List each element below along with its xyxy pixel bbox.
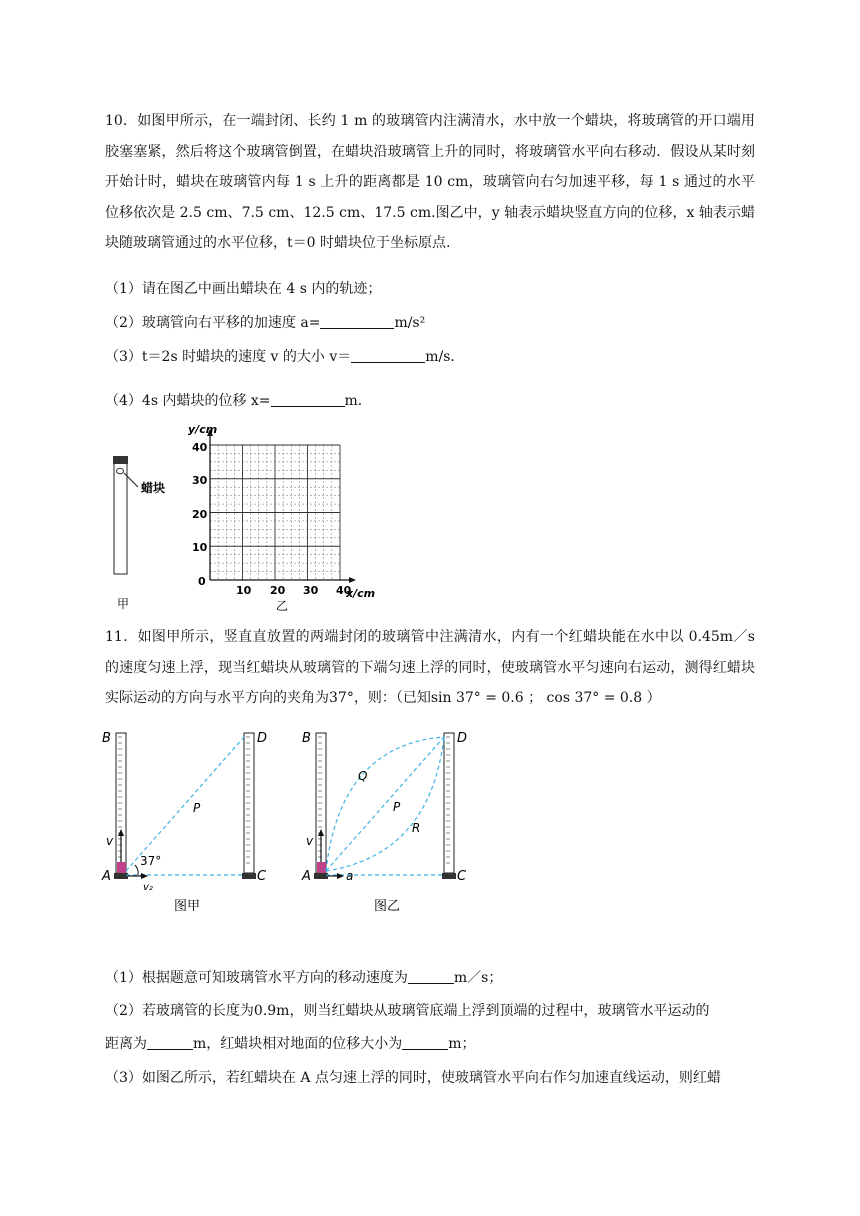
q11-sub2-unit: m； [448,1036,476,1052]
path-Q [326,737,444,871]
path-P [126,737,244,871]
y-tick-30: 30 [192,474,208,487]
velocity-v2-arrowhead [141,873,148,879]
x-tick-30: 30 [303,584,319,597]
red-wax-block [317,862,326,873]
q10-sub2-unit: m/s² [394,315,426,331]
q11-sub1-answer-blank[interactable] [408,968,454,984]
q11-sub2-distance-blank[interactable] [147,1034,193,1050]
label-a: a [346,869,354,883]
label-Q: Q [358,769,368,783]
q10-sub4-answer-blank[interactable] [271,391,345,407]
tube-base-right [442,873,456,879]
q11-sub2-displacement-blank[interactable] [402,1034,448,1050]
label-A: A [102,869,111,884]
fig-yi-caption: 乙 [276,599,289,613]
rubber-stopper [113,456,128,464]
label-C: C [457,869,467,884]
y-tick-0: 0 [198,575,206,588]
y-axis-label: y/cm [188,423,218,436]
tube-scale-marks [118,737,250,863]
coordinate-grid [207,429,356,583]
path-R [326,737,444,871]
fig11-yi-caption: 图乙 [374,899,401,914]
x-axis-label: x/cm [346,587,376,600]
q10-sub4-unit: m． [344,393,372,409]
q11-sub1 [105,968,502,988]
q10-sub2-answer-blank[interactable] [320,313,394,329]
fig11-jia-caption: 图甲 [174,899,201,914]
label-B: B [302,731,311,746]
q10-sub1: （1）请在图乙中画出蜡块在 4 s 内的轨迹； [105,281,382,297]
q10-sub4 [105,391,372,411]
tube-base-left [314,873,328,879]
label-A: A [302,869,311,884]
wax-block [117,468,124,474]
q11-figure-yi [300,725,480,915]
q11-figure-jia [100,725,280,915]
y-tick-10: 10 [192,541,208,554]
q10-sub3 [105,347,464,367]
q11-sub1-prompt: （1）根据题意可知玻璃管水平方向的移动速度为 [105,970,408,986]
label-v: v [306,834,314,848]
q11-stem: 11．如图甲所示，竖直直放置的两端封闭的玻璃管中注满清水，内有一个红蜡块能在水中以 0.45m／s 的速度匀速上浮，现当红蜡块从玻璃管的下端匀速上浮的同时，使玻璃管水平匀速向右运动，测得红蜡块实际运动的方向与水平方向的夹角为37°，则：（已知sin 37° = 0.6 ； cos 37° = 0.8 ） [105,629,755,706]
x-axis-arrowhead [349,577,356,583]
red-wax-block [117,862,126,873]
label-P: P [393,800,401,814]
q11-sub2-line2 [105,1034,476,1054]
label-C: C [257,869,267,884]
label-P: P [193,801,201,815]
x-tick-40: 40 [336,584,352,597]
tube-base-left [114,873,128,879]
q10-sub2 [105,313,425,333]
wax-block-label: 蜡块 [141,481,166,495]
q10-stem: 10．如图甲所示，在一端封闭、长约 1 m 的玻璃管内注满清水，水中放一个蜡块，将玻璃管的开口端用胶塞塞紧，然后将这个玻璃管倒置，在蜡块沿玻璃管上升的同时，将玻璃管水平向右移动．假设从某时刻开始计时，蜡块在玻璃管内每 1 s 上升的距离都是 10 cm，玻璃管向右匀加速平移，每 1 s 通过的水平位移依次是 2.5 cm、7.5 cm、12.5 cm、17.5 cm.图乙中，y 轴表示蜡块竖直方向的位移，x 轴表示蜡块随玻璃管通过的水平位移，t＝0 时蜡块位于坐标原点. [105,113,755,251]
acceleration-a-arrowhead [337,873,344,879]
label-v2: v₂ [143,882,153,893]
fig-jia-caption: 甲 [117,597,130,611]
q11-sub1-unit: m／s； [453,970,503,986]
label-D: D [457,731,468,746]
q10-figure-yi [180,420,400,615]
angle-arc [135,865,138,875]
q11-sub2-prompt: 距离为 [105,1036,147,1052]
q11-sub3: （3）如图乙所示，若红蜡块在 A 点匀速上浮的同时，使玻璃管水平向右作匀加速直线运动，则红蜡 [105,1070,721,1086]
x-tick-20: 20 [270,584,286,597]
q10-sub2-prompt: （2）玻璃管向右平移的加速度 a= [105,315,321,331]
q10-figure-jia [100,425,190,615]
glass-tube [114,458,127,574]
path-P [326,737,444,871]
label-B: B [102,731,111,746]
label-v: v [106,834,114,848]
y-tick-20: 20 [192,508,208,521]
q10-sub3-answer-blank[interactable] [351,347,425,363]
q10-sub3-prompt: （3）t＝2s 时蜡块的速度 v 的大小 v＝ [105,349,352,365]
y-tick-40: 40 [192,441,208,454]
x-tick-10: 10 [236,584,252,597]
tube-base-right [242,873,256,879]
q11-sub2-mid: m，红蜡块相对地面的位移大小为 [193,1036,403,1052]
q10-sub3-unit: m/s． [425,349,465,365]
q11-sub2-line1: （2）若玻璃管的长度为0.9m，则当红蜡块从玻璃管底端上浮到顶端的过程中，玻璃管水平运动的 [105,1003,710,1019]
label-D: D [257,731,268,746]
q10-sub4-prompt: （4）4s 内蜡块的位移 x= [105,393,271,409]
label-angle: 37° [140,854,162,868]
label-R: R [412,821,421,835]
